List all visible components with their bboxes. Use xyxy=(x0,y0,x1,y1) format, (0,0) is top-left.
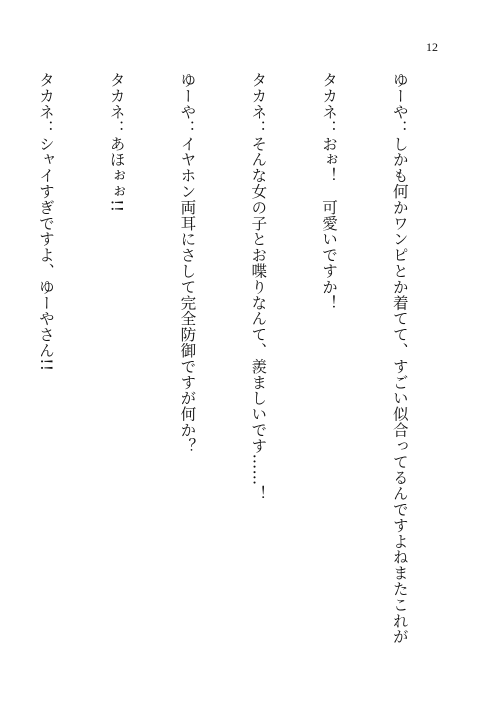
dialogue-line: ゆーや：イヤホン両耳にさして完全防御ですが何か？ xyxy=(178,72,197,454)
dialogue-line: タカネ：そんな女の子とお喋りなんて、羨ましいです……！ xyxy=(249,72,268,502)
page-number: 12 xyxy=(426,40,438,54)
dialogue-line: ゆーや：しかも何かワンピとか着てて、すごい似合ってるんですよねまたこれが xyxy=(390,72,409,645)
dialogue-line: タカネ：おぉ！ 可愛いですか！ xyxy=(320,72,339,311)
dialogue-line: タカネ：シャイすぎですよ、ゆーやさん!! xyxy=(36,72,55,372)
body-text xyxy=(0,72,458,697)
dialogue-line: タカネ：あほぉぉ!! xyxy=(107,72,126,213)
